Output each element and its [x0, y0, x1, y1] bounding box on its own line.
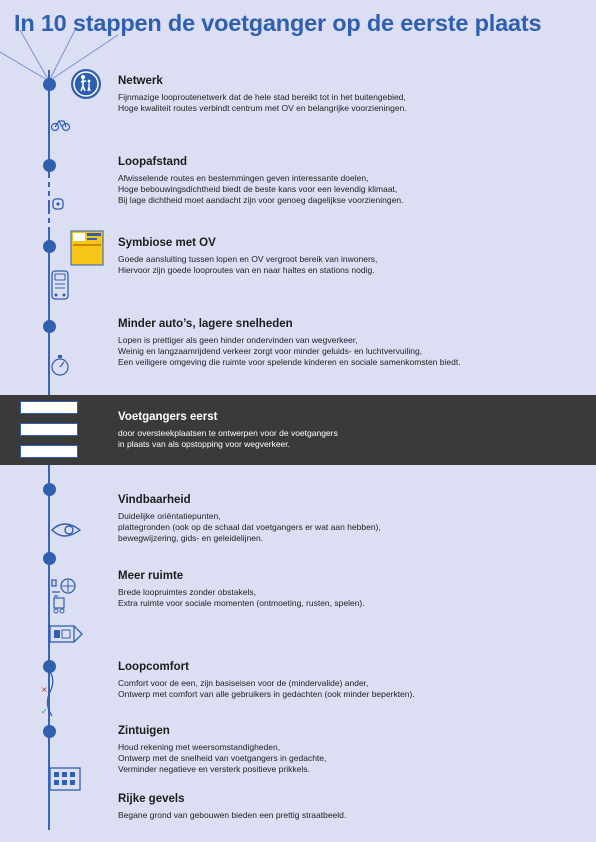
- timeline-dash: [48, 196, 50, 200]
- step-line: Ontwerp met de snelheid van voetgangers in gedachte,: [118, 753, 327, 763]
- step-loopcomfort: [118, 661, 578, 700]
- highlight-line: in plaats van als opstopping voor wegverkeer.: [118, 439, 290, 449]
- step-line: Houd rekening met weersomstandigheden,: [118, 742, 281, 752]
- pedestrian-sign-icon: [70, 68, 102, 100]
- crosswalk-stripe: [20, 401, 78, 414]
- step-heading: Netwerk: [118, 75, 163, 87]
- timeline-dot: [43, 240, 56, 253]
- stroller-icon: [52, 596, 66, 614]
- step-line: Ontwerp met comfort van alle gebruikers in gedachten (ook minder beperkten).: [118, 689, 415, 699]
- step-line: Comfort voor de een, zijn basiseisen voor de (mindervalide) ander,: [118, 678, 369, 688]
- path-icon: [38, 668, 64, 724]
- svg-text:×: ×: [41, 685, 48, 694]
- step-heading: Meer ruimte: [118, 570, 184, 582]
- timeline-dash: [48, 223, 50, 227]
- page-title: In 10 stappen de voetganger op de eerste plaats: [14, 10, 542, 36]
- timeline-dot: [43, 159, 56, 172]
- crosswalk-stripe: [20, 445, 78, 458]
- step-heading: Loopcomfort: [118, 661, 189, 673]
- step-line: Weinig en langzaamrijdend verkeer zorgt voor minder geluids- en luchtvervuiling,: [118, 346, 423, 356]
- highlight-heading: Voetgangers eerst: [118, 411, 218, 423]
- step-line: Begane grond van gebouwen bieden een prettig straatbeeld.: [118, 810, 347, 820]
- step-netwerk: [118, 75, 578, 114]
- speedometer-icon: [50, 352, 70, 378]
- step-line: Lopen is prettiger als geen hinder ondervinden van wegverkeer,: [118, 335, 358, 345]
- step-line: Duidelijke oriëntatiepunten,: [118, 511, 221, 521]
- highlight-band: [0, 395, 596, 465]
- timeline-dot: [43, 725, 56, 738]
- step-heading: Symbiose met OV: [118, 237, 216, 249]
- step-heading: Vindbaarheid: [118, 494, 191, 506]
- step-loopafstand: [118, 156, 578, 206]
- map-pin-icon: [52, 197, 64, 213]
- step-symbiose-met-ov: [118, 237, 578, 276]
- timeline-dot: [43, 78, 56, 91]
- step-line: Bij lage dichtheid moet aandacht zijn voor genoeg dagelijkse voorzieningen.: [118, 195, 404, 205]
- step-line: Hiervoor zijn goede looproutes van en naar haltes en stations nodig.: [118, 265, 375, 275]
- step-heading: Zintuigen: [118, 725, 170, 737]
- step-line: Fijnmazige looproutenetwerk dat de hele stad bereikt tot in het buitengebied,: [118, 92, 406, 102]
- timeline-dot: [43, 483, 56, 496]
- wheelchair-icon: [48, 620, 84, 648]
- step-meer-ruimte: [118, 570, 578, 609]
- step-rijke-gevels: [118, 793, 578, 821]
- crosswalk-stripe: [20, 423, 78, 436]
- timeline-dash: [48, 187, 50, 191]
- bus-icon: [50, 270, 70, 302]
- location-pin-icon: [50, 515, 82, 545]
- highlight-line: door oversteekplaatsen te ontwerpen voor de voetgangers: [118, 428, 338, 438]
- step-line: Hoge kwaliteit routes verbindt centrum met OV en belangrijke voorzieningen.: [118, 103, 407, 113]
- timeline-dash: [48, 214, 50, 218]
- network-lines-icon: [0, 30, 120, 90]
- bus-stop-sign-icon: [70, 230, 104, 266]
- step-line: plattegronden (ook op de schaal dat voetgangers er wat aan hebben),: [118, 522, 381, 532]
- step-heading: Minder auto’s, lagere snelheden: [118, 318, 293, 330]
- step-line: Brede loopruimtes zonder obstakels,: [118, 587, 256, 597]
- step-heading: Loopafstand: [118, 156, 187, 168]
- step-line: Afwisselende routes en bestemmingen geven interessante doelen,: [118, 173, 369, 183]
- step-line: Goede aansluiting tussen lopen en OV vergroot bereik van inwoners,: [118, 254, 378, 264]
- timeline-dash: [48, 178, 50, 182]
- step-heading: Rijke gevels: [118, 793, 185, 805]
- step-minder-autos: [118, 318, 578, 368]
- building-facade-icon: [48, 766, 84, 792]
- step-line: bewegwijzering, gids- en geleidelijnen.: [118, 533, 264, 543]
- step-line: Een veiligere omgeving die ruimte voor spelende kinderen en sociale samenkomsten biedt.: [118, 357, 461, 367]
- timeline-dot: [43, 552, 56, 565]
- step-vindbaarheid: [118, 494, 578, 544]
- timeline-dot: [43, 320, 56, 333]
- bicycle-icon: [50, 118, 72, 132]
- step-zintuigen: [118, 725, 578, 775]
- step-line: Hoge bebouwingsdichtheid biedt de beste kans voor een levendig klimaat,: [118, 184, 398, 194]
- step-line: Extra ruimte voor sociale momenten (ontmoeting, rusten, spelen).: [118, 598, 365, 608]
- svg-text:✓: ✓: [41, 707, 48, 716]
- step-line: Verminder negatieve en versterk positieve prikkels.: [118, 764, 310, 774]
